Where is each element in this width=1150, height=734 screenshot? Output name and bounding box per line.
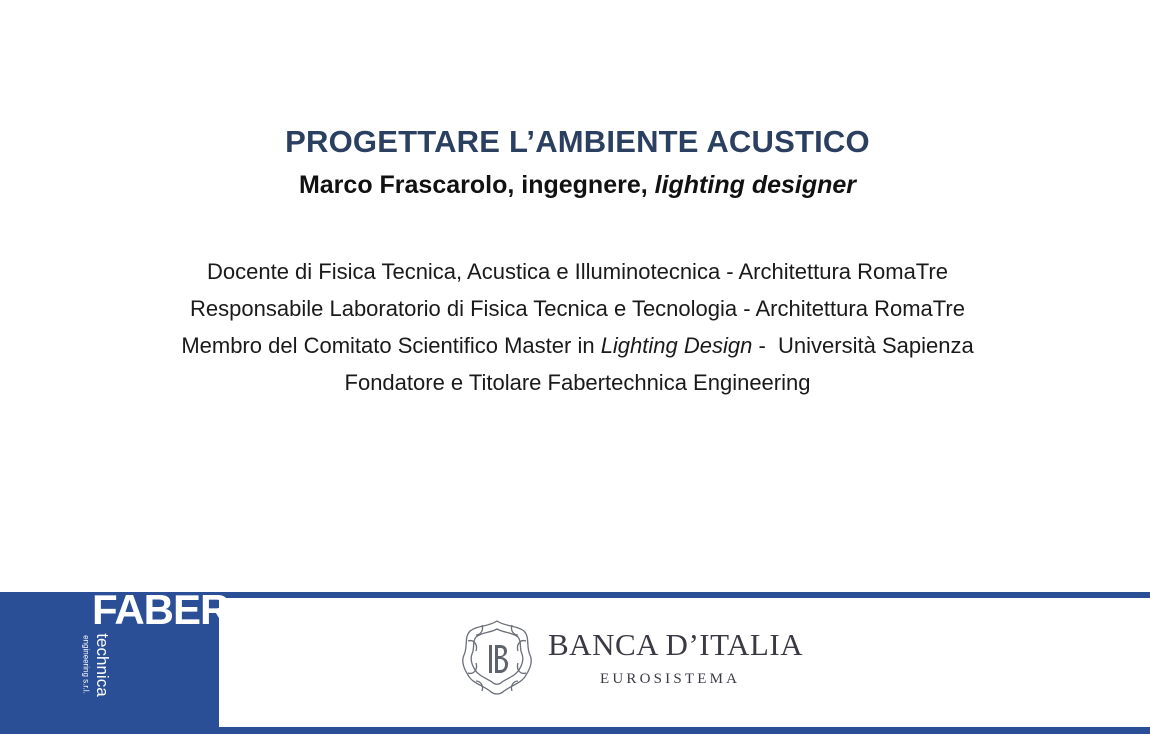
bio-line-1: Docente di Fisica Tecnica, Acustica e Illuminotecnica - Architettura RomaTre	[207, 259, 948, 284]
faber-logo-engineering: engineering s.r.l.	[81, 635, 91, 694]
bio-line-4: Fondatore e Titolare Fabertechnica Engineering	[344, 370, 811, 395]
faber-logo-word: FABER	[92, 586, 230, 633]
presenter-subtitle	[0, 171, 1150, 200]
bio-line-3	[0, 327, 1150, 364]
bio-line-3-pre: Membro del Comitato Scientifico Master in	[181, 333, 601, 358]
banca-italia-eurosistema: EUROSISTEMA	[600, 671, 741, 687]
banca-italia-name: BANCA D’ITALIA	[548, 627, 804, 662]
presenter-name-role: Marco Frascarolo, ingegnere,	[298, 171, 655, 199]
slide-title: PROGETTARE L’AMBIENTE ACUSTICO	[285, 124, 870, 159]
faber-logo-technica: technica	[93, 633, 112, 697]
bio-line-3-italic: Lighting Design	[600, 333, 753, 358]
presenter-role-italic: lighting designer	[654, 171, 857, 199]
bio-line-2: Responsabile Laboratorio di Fisica Tecnica e Tecnologia - Architettura RomaTre	[190, 296, 965, 321]
bio-line-3-post: - Università Sapienza	[752, 333, 974, 358]
presenter-bio	[0, 253, 1150, 401]
banca-italia-seal-icon	[458, 617, 536, 701]
